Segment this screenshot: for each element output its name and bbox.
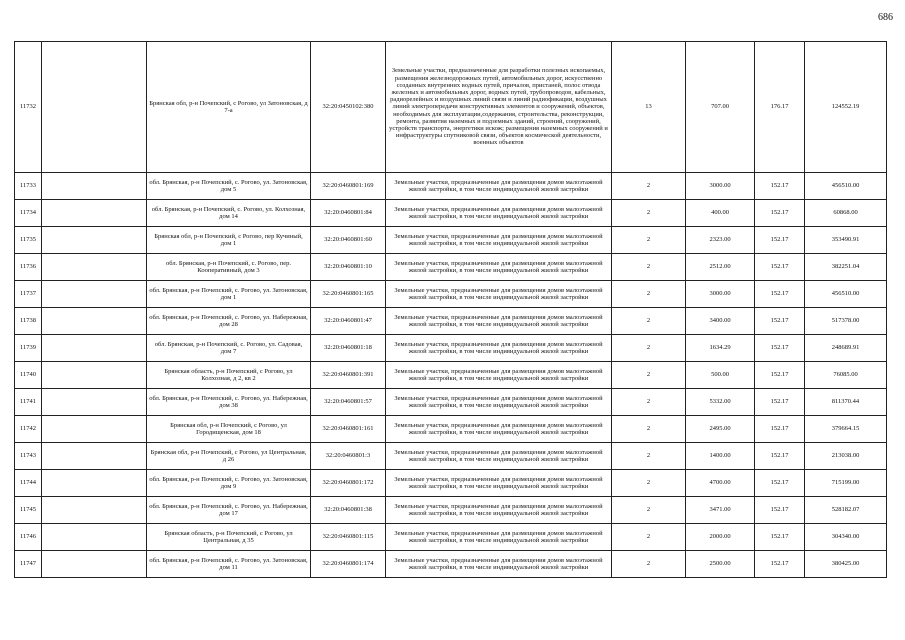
cadastral-number-cell: 32:20:0460801:165 <box>311 281 386 308</box>
row-number: 11742 <box>15 416 42 443</box>
category-cell: 2 <box>612 227 686 254</box>
rate-cell: 152.17 <box>755 416 805 443</box>
category-cell: 2 <box>612 497 686 524</box>
row-number: 11733 <box>15 173 42 200</box>
cadastral-value-cell: 248689.91 <box>805 335 887 362</box>
row-number: 11739 <box>15 335 42 362</box>
land-use-cell: Земельные участки, предназначенные для разработки полезных ископаемых, размещения железнодорожных путей, автомобильных дорог, искусственно созданных внутренних водных путей, причалов, пристаней, полос отвода железных и автомобильных дорог, водных путей, трубопроводов, кабельных, радиорелейных и воздушных линий связи и линий радиофикации, воздушных линий электропередачи конструктивных элементов и сооружений, объектов, необходимых для эксплуатации,содержания, строительства, реконструкции, ремонта, развития наземных и подземных зданий, строений, сооружений, устройств транспорта, энергетики искож; размещения наземных сооружений и инфраструктуры спутниковой связи, объектов космической деятельности, военных объектов <box>386 42 612 173</box>
table-row <box>15 335 887 362</box>
cadastral-number-cell: 32:20:0460801:391 <box>311 362 386 389</box>
cadastral-value-cell: 517378.00 <box>805 308 887 335</box>
table-row <box>15 173 887 200</box>
area-cell: 707.00 <box>686 42 755 173</box>
land-use-cell: Земельные участки, предназначенные для размещения домов малоэтажной жилой застройки, в том числе индивидуальной жилой застройки <box>386 335 612 362</box>
address-cell: Брянская обл, р-н Почепский, с Рогово, ул Затоновская, д 7-а <box>147 42 311 173</box>
row-number: 11747 <box>15 551 42 578</box>
table-row <box>15 281 887 308</box>
cadastral-number-cell: 32:20:0460801:115 <box>311 524 386 551</box>
table-row <box>15 308 887 335</box>
rate-cell: 152.17 <box>755 335 805 362</box>
land-use-cell: Земельные участки, предназначенные для размещения домов малоэтажной жилой застройки, в том числе индивидуальной жилой застройки <box>386 551 612 578</box>
cadastral-number-cell: 32:20:0460801:169 <box>311 173 386 200</box>
blank-cell <box>42 173 147 200</box>
category-cell: 2 <box>612 173 686 200</box>
area-cell: 2000.00 <box>686 524 755 551</box>
table-row <box>15 497 887 524</box>
address-cell: Брянская обл, р-н Почепский, с Рогово, ул Городищенская, дом 18 <box>147 416 311 443</box>
category-cell: 2 <box>612 443 686 470</box>
cadastral-number-cell: 32:20:0460801:38 <box>311 497 386 524</box>
rate-cell: 152.17 <box>755 227 805 254</box>
row-number: 11745 <box>15 497 42 524</box>
address-cell: обл. Брянская, р-н Почепский, с. Рогово, ул. Набережная, дом 28 <box>147 308 311 335</box>
rate-cell: 152.17 <box>755 470 805 497</box>
blank-cell <box>42 335 147 362</box>
area-cell: 2323.00 <box>686 227 755 254</box>
land-use-cell: Земельные участки, предназначенные для размещения домов малоэтажной жилой застройки, в том числе индивидуальной жилой застройки <box>386 443 612 470</box>
address-cell: обл. Брянская, р-н Почепский, с. Рогово, ул. Колхозная, дом 14 <box>147 200 311 227</box>
land-use-cell: Земельные участки, предназначенные для размещения домов малоэтажной жилой застройки, в том числе индивидуальной жилой застройки <box>386 497 612 524</box>
cadastral-number-cell: 32:20:0460801:3 <box>311 443 386 470</box>
area-cell: 2512.00 <box>686 254 755 281</box>
blank-cell <box>42 362 147 389</box>
address-cell: обл. Брянская, р-н Почепский, с. Рогово, ул. Садовая, дом 7 <box>147 335 311 362</box>
area-cell: 2495.00 <box>686 416 755 443</box>
area-cell: 4700.00 <box>686 470 755 497</box>
land-use-cell: Земельные участки, предназначенные для размещения домов малоэтажной жилой застройки, в том числе индивидуальной жилой застройки <box>386 362 612 389</box>
rate-cell: 152.17 <box>755 497 805 524</box>
row-number: 11738 <box>15 308 42 335</box>
cadastral-value-cell: 456510.00 <box>805 173 887 200</box>
blank-cell <box>42 416 147 443</box>
area-cell: 3000.00 <box>686 173 755 200</box>
category-cell: 2 <box>612 335 686 362</box>
land-use-cell: Земельные участки, предназначенные для размещения домов малоэтажной жилой застройки, в том числе индивидуальной жилой застройки <box>386 173 612 200</box>
table-row <box>15 227 887 254</box>
category-cell: 2 <box>612 389 686 416</box>
address-cell: Брянская область, р-н Почепский, с Рогово, ул Центральная, д 35 <box>147 524 311 551</box>
row-number: 11737 <box>15 281 42 308</box>
rate-cell: 152.17 <box>755 200 805 227</box>
blank-cell <box>42 42 147 173</box>
cadastral-value-cell: 76085.00 <box>805 362 887 389</box>
area-cell: 1400.00 <box>686 443 755 470</box>
cadastral-value-cell: 124552.19 <box>805 42 887 173</box>
blank-cell <box>42 551 147 578</box>
category-cell: 2 <box>612 254 686 281</box>
blank-cell <box>42 254 147 281</box>
rate-cell: 152.17 <box>755 362 805 389</box>
address-cell: Брянская обл, р-н Почепский, с Рогово, пер Кучиный, дом 1 <box>147 227 311 254</box>
land-use-cell: Земельные участки, предназначенные для размещения домов малоэтажной жилой застройки, в том числе индивидуальной жилой застройки <box>386 281 612 308</box>
row-number: 11743 <box>15 443 42 470</box>
cadastral-number-cell: 32:20:0460801:10 <box>311 254 386 281</box>
table-row <box>15 254 887 281</box>
rate-cell: 152.17 <box>755 524 805 551</box>
row-number: 11744 <box>15 470 42 497</box>
category-cell: 13 <box>612 42 686 173</box>
cadastral-value-cell: 380425.00 <box>805 551 887 578</box>
row-number: 11741 <box>15 389 42 416</box>
table-row <box>15 389 887 416</box>
land-use-cell: Земельные участки, предназначенные для размещения домов малоэтажной жилой застройки, в том числе индивидуальной жилой застройки <box>386 308 612 335</box>
rate-cell: 152.17 <box>755 551 805 578</box>
cadastral-value-cell: 715199.00 <box>805 470 887 497</box>
address-cell: Брянская область, р-н Почепский, с Рогово, ул Колхозная, д 2, кв 2 <box>147 362 311 389</box>
table-row <box>15 362 887 389</box>
area-cell: 3471.00 <box>686 497 755 524</box>
row-number: 11732 <box>15 42 42 173</box>
category-cell: 2 <box>612 524 686 551</box>
table-row <box>15 524 887 551</box>
area-cell: 3000.00 <box>686 281 755 308</box>
cadastral-number-cell: 32:20:0460801:47 <box>311 308 386 335</box>
area-cell: 5332.00 <box>686 389 755 416</box>
cadastral-number-cell: 32:20:0450102:380 <box>311 42 386 173</box>
cadastral-value-cell: 213038.00 <box>805 443 887 470</box>
blank-cell <box>42 308 147 335</box>
cadastral-value-cell: 382251.04 <box>805 254 887 281</box>
blank-cell <box>42 281 147 308</box>
table-row <box>15 443 887 470</box>
area-cell: 2500.00 <box>686 551 755 578</box>
cadastral-number-cell: 32:20:0460801:57 <box>311 389 386 416</box>
cadastral-value-cell: 353490.91 <box>805 227 887 254</box>
address-cell: обл. Брянская, р-н Почепский, с. Рогово, ул. Набережная, дом 17 <box>147 497 311 524</box>
category-cell: 2 <box>612 308 686 335</box>
area-cell: 500.00 <box>686 362 755 389</box>
area-cell: 1634.29 <box>686 335 755 362</box>
row-number: 11734 <box>15 200 42 227</box>
address-cell: обл. Брянская, р-н Почепский, с. Рогово, пер. Кооперативный, дом 3 <box>147 254 311 281</box>
row-number: 11735 <box>15 227 42 254</box>
blank-cell <box>42 497 147 524</box>
cadastral-value-cell: 528182.07 <box>805 497 887 524</box>
table-row <box>15 42 887 173</box>
cadastral-value-cell: 60868.00 <box>805 200 887 227</box>
row-number: 11746 <box>15 524 42 551</box>
land-use-cell: Земельные участки, предназначенные для размещения домов малоэтажной жилой застройки, в том числе индивидуальной жилой застройки <box>386 254 612 281</box>
table-row <box>15 416 887 443</box>
land-use-cell: Земельные участки, предназначенные для размещения домов малоэтажной жилой застройки, в том числе индивидуальной жилой застройки <box>386 524 612 551</box>
cadastral-number-cell: 32:20:0460801:18 <box>311 335 386 362</box>
category-cell: 2 <box>612 551 686 578</box>
cadastral-number-cell: 32:20:0460801:161 <box>311 416 386 443</box>
page-number: 686 <box>878 12 893 23</box>
rate-cell: 152.17 <box>755 308 805 335</box>
address-cell: обл. Брянская, р-н Почепский, с. Рогово, ул. Затоновская, дом 1 <box>147 281 311 308</box>
cadastral-number-cell: 32:20:0460801:60 <box>311 227 386 254</box>
rate-cell: 152.17 <box>755 443 805 470</box>
rate-cell: 152.17 <box>755 254 805 281</box>
blank-cell <box>42 470 147 497</box>
table-row <box>15 200 887 227</box>
address-cell: обл. Брянская, р-н Почепский, с. Рогово, ул. Затоновская, дом 11 <box>147 551 311 578</box>
land-registry-table <box>14 41 887 578</box>
cadastral-number-cell: 32:20:0460801:172 <box>311 470 386 497</box>
blank-cell <box>42 389 147 416</box>
address-cell: обл. Брянская, р-н Почепский, с. Рогово, ул. Затоновская, дом 9 <box>147 470 311 497</box>
blank-cell <box>42 443 147 470</box>
category-cell: 2 <box>612 362 686 389</box>
land-use-cell: Земельные участки, предназначенные для размещения домов малоэтажной жилой застройки, в том числе индивидуальной жилой застройки <box>386 470 612 497</box>
area-cell: 3400.00 <box>686 308 755 335</box>
category-cell: 2 <box>612 281 686 308</box>
rate-cell: 152.17 <box>755 389 805 416</box>
land-use-cell: Земельные участки, предназначенные для размещения домов малоэтажной жилой застройки, в том числе индивидуальной жилой застройки <box>386 200 612 227</box>
address-cell: обл. Брянская, р-н Почепский, с. Рогово, ул. Набережная, дом 38 <box>147 389 311 416</box>
blank-cell <box>42 200 147 227</box>
table-body <box>15 42 887 578</box>
row-number: 11736 <box>15 254 42 281</box>
rate-cell: 152.17 <box>755 173 805 200</box>
land-use-cell: Земельные участки, предназначенные для размещения домов малоэтажной жилой застройки, в том числе индивидуальной жилой застройки <box>386 389 612 416</box>
rate-cell: 152.17 <box>755 281 805 308</box>
cadastral-value-cell: 379664.15 <box>805 416 887 443</box>
cadastral-value-cell: 811370.44 <box>805 389 887 416</box>
table-row <box>15 470 887 497</box>
blank-cell <box>42 524 147 551</box>
cadastral-value-cell: 456510.00 <box>805 281 887 308</box>
address-cell: обл. Брянская, р-н Почепский, с. Рогово, ул. Затоновская, дом 5 <box>147 173 311 200</box>
land-use-cell: Земельные участки, предназначенные для размещения домов малоэтажной жилой застройки, в том числе индивидуальной жилой застройки <box>386 416 612 443</box>
row-number: 11740 <box>15 362 42 389</box>
category-cell: 2 <box>612 200 686 227</box>
blank-cell <box>42 227 147 254</box>
cadastral-number-cell: 32:20:0460801:174 <box>311 551 386 578</box>
category-cell: 2 <box>612 416 686 443</box>
address-cell: Брянская обл, р-н Почепский, с Рогово, ул Центральная, д 26 <box>147 443 311 470</box>
table-row <box>15 551 887 578</box>
area-cell: 400.00 <box>686 200 755 227</box>
land-use-cell: Земельные участки, предназначенные для размещения домов малоэтажной жилой застройки, в том числе индивидуальной жилой застройки <box>386 227 612 254</box>
rate-cell: 176.17 <box>755 42 805 173</box>
category-cell: 2 <box>612 470 686 497</box>
cadastral-number-cell: 32:20:0460801:84 <box>311 200 386 227</box>
cadastral-value-cell: 304340.00 <box>805 524 887 551</box>
